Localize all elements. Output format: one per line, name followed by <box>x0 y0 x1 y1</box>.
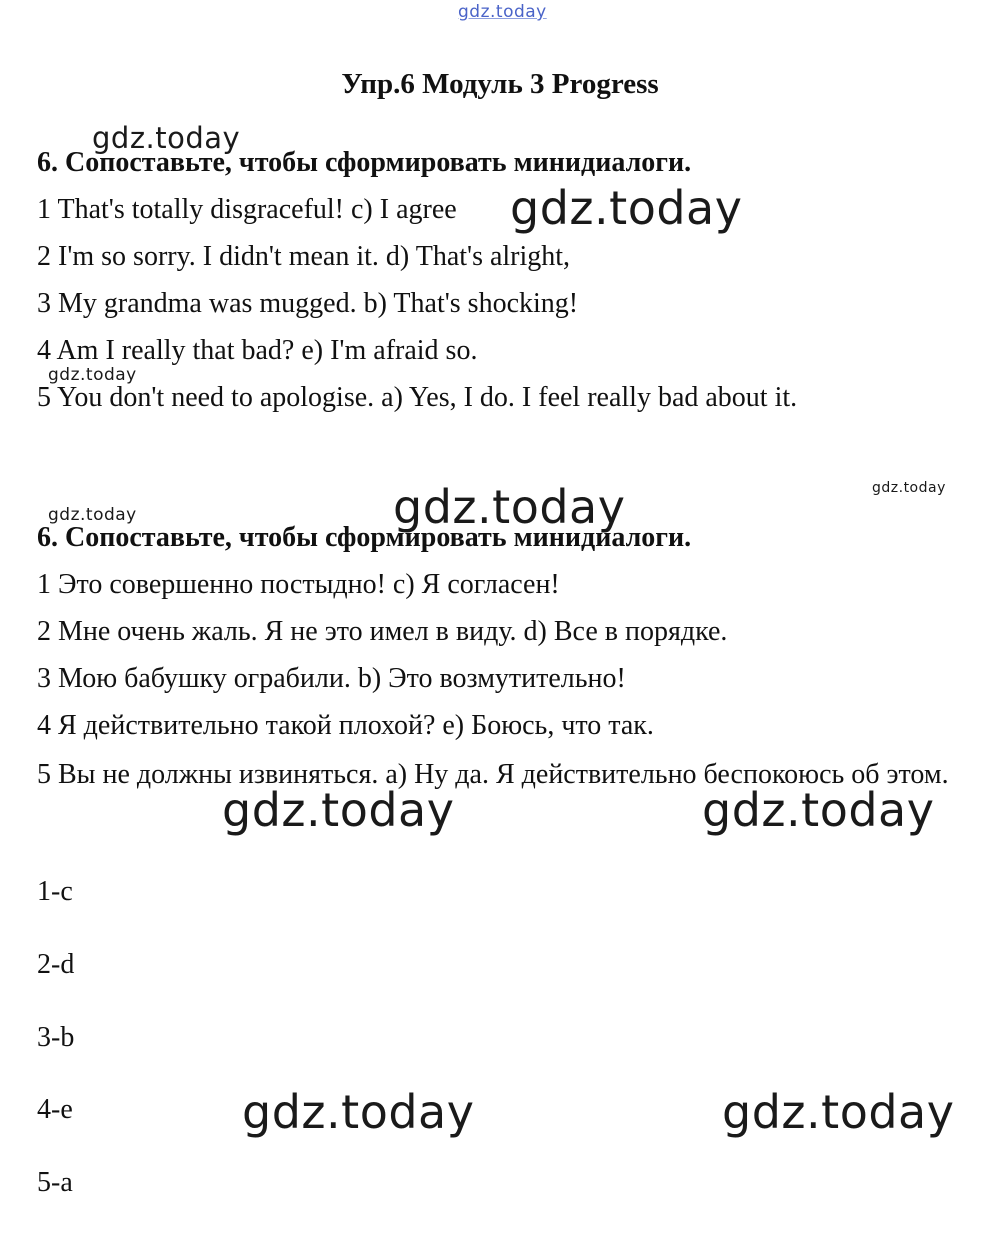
watermark: gdz.today <box>702 783 935 837</box>
exercise-heading-russian: 6. Сопоставьте, чтобы сформировать минидиалоги. <box>37 522 692 553</box>
watermark: gdz.today <box>393 480 626 534</box>
watermark: gdz.today <box>222 783 455 837</box>
answer-3: 3-b <box>37 1022 75 1053</box>
watermark: gdz.today <box>48 365 137 385</box>
watermark: gdz.today <box>242 1085 475 1139</box>
watermark: gdz.today <box>722 1085 955 1139</box>
watermark: gdz.today <box>48 505 137 525</box>
watermark: gdz.today <box>92 121 241 155</box>
russian-line-4: 4 Я действительно такой плохой? e) Боюсь, что так. <box>37 710 654 741</box>
watermark: gdz.today <box>510 181 743 235</box>
exercise-heading-english: 6. Сопоставьте, чтобы сформировать минидиалоги. <box>37 147 692 178</box>
english-line-1: 1 That's totally disgraceful! c) I agree <box>37 194 457 225</box>
english-line-4: 4 Am I really that bad? e) I'm afraid so. <box>37 335 478 366</box>
english-line-2: 2 I'm so sorry. I didn't mean it. d) That's alright, <box>37 241 571 272</box>
russian-line-5: 5 Вы не должны извиняться. a) Ну да. Я действительно беспокоюсь об этом. <box>37 759 949 790</box>
answer-4: 4-e <box>37 1094 73 1125</box>
russian-line-2: 2 Мне очень жаль. Я не это имел в виду. d) Все в порядке. <box>37 616 728 647</box>
russian-line-1: 1 Это совершенно постыдно! c) Я согласен! <box>37 569 560 600</box>
page-title: Упр.6 Модуль 3 Progress <box>341 68 659 100</box>
answer-5: 5-a <box>37 1167 73 1198</box>
answer-2: 2-d <box>37 949 75 980</box>
russian-line-3: 3 Мою бабушку ограбили. b) Это возмутительно! <box>37 663 626 694</box>
english-line-5: 5 You don't need to apologise. a) Yes, I do. I feel really bad about it. <box>37 382 798 413</box>
english-line-3: 3 My grandma was mugged. b) That's shocking! <box>37 288 579 319</box>
answer-1: 1-c <box>37 876 73 907</box>
watermark: gdz.today <box>872 480 946 496</box>
watermark: gdz.today <box>458 2 547 22</box>
